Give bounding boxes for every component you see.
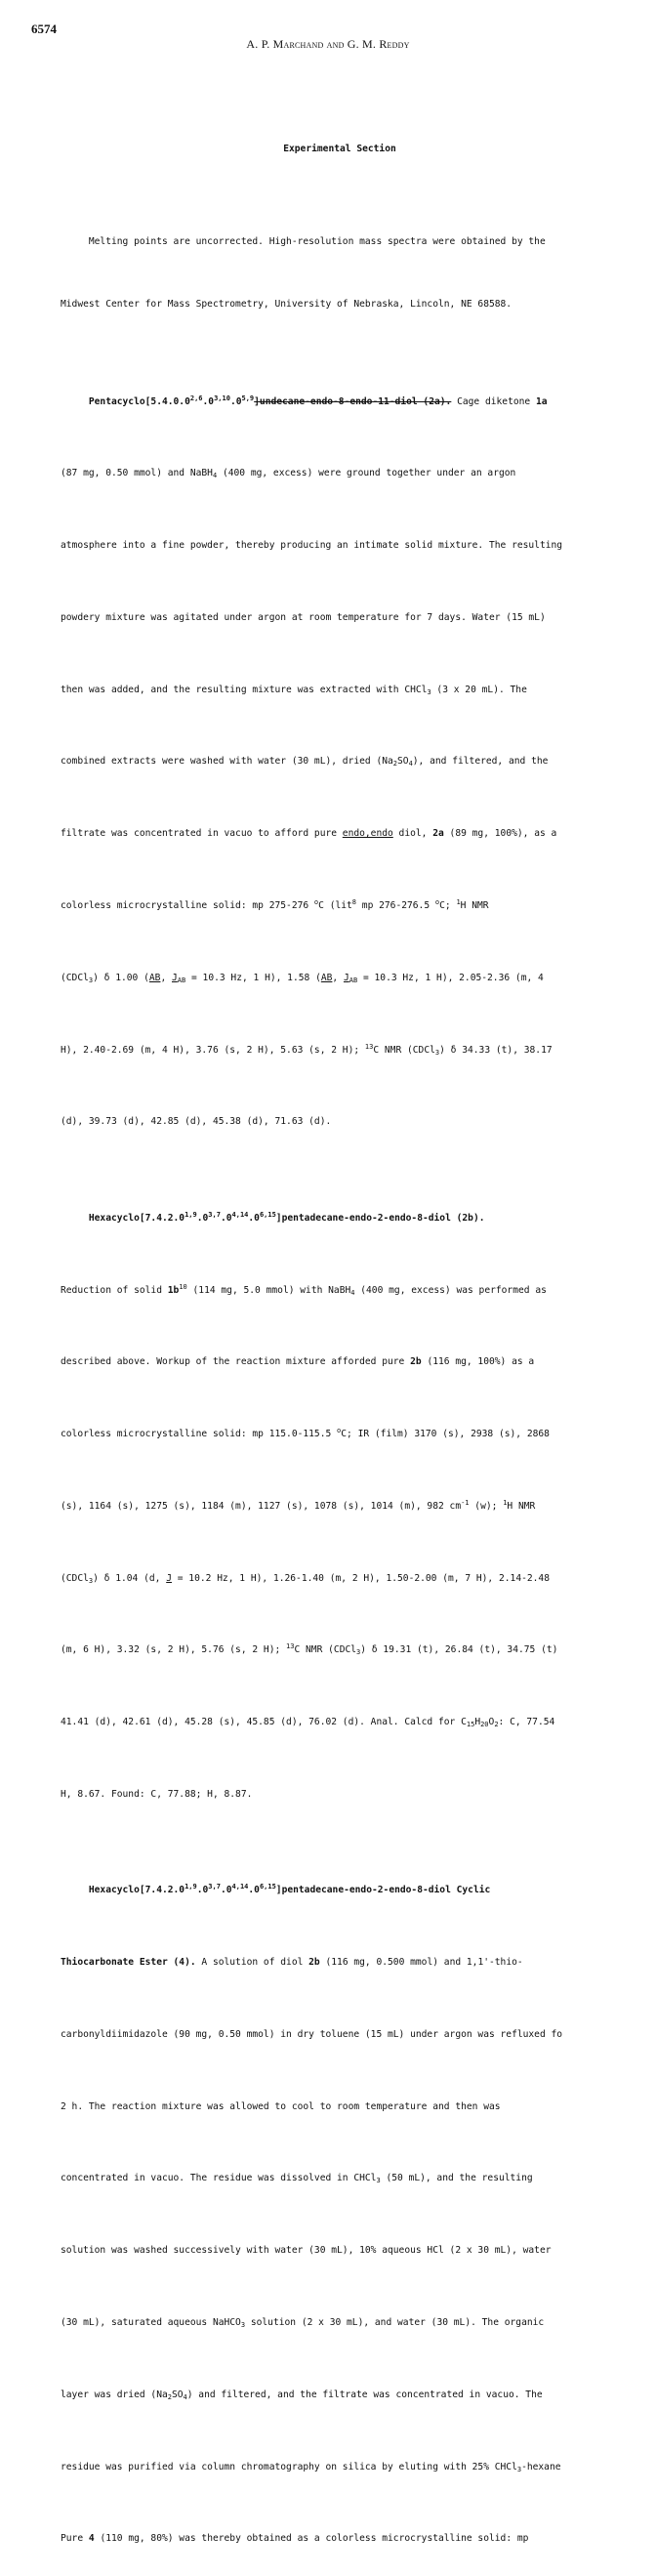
- text-line: colorless microcrystalline solid: mp 115.0-115.5 $^o$C; IR (film) 3170 (s), 2938 (s), 2868: [61, 1427, 550, 1440]
- text-line: concentrated in vacuo. The residue was dissolved in CHCl$_3$ (50 mL), and the resulting: [61, 2173, 533, 2185]
- text-line: Pure 4 (110 mg, 80%) was thereby obtained as a colorless microcrystalline solid: mp: [61, 2533, 529, 2545]
- text-line: Thiocarbonate Ester (4). A solution of diol 2b (116 mg, 0.500 mmol) and 1,1'-thio-: [61, 1957, 523, 1969]
- text-line: (87 mg, 0.50 mmol) and NaBH$_4$ (400 mg, excess) were ground together under an argon: [61, 468, 516, 480]
- compound-heading-4: Hexacyclo[7.4.2.0$^{1,9}$.0$^{3,7}$.0$^{4,14}$.0$^{6,15}$]pentadecane-endo-2-endo-8-diol Cyclic: [61, 1883, 491, 1896]
- section-title: Experimental Section: [283, 144, 396, 155]
- text-line: (d), 39.73 (d), 42.85 (d), 45.38 (d), 71.63 (d).: [61, 1116, 332, 1128]
- compound-heading-2a: Pentacyclo[5.4.0.0$^{2,6}$.0$^{3,10}$.0$^{5,9}$]undecane-endo-8-endo-11-diol (2a). Cage diketone 1a: [61, 394, 548, 407]
- text-line: residue was purified via column chromatography on silica by eluting with 25% CHCl$_3$-hexane: [61, 2461, 561, 2473]
- running-header-authors: A. P. Marchand and G. M. Reddy: [246, 37, 410, 51]
- text-line: colorless microcrystalline solid: mp 275-276 $^o$C (lit$^8$ mp 276-276.5 $^o$C; $^1$H NMR: [61, 898, 489, 911]
- text-line: atmosphere into a fine powder, thereby producing an intimate solid mixture. The resulting: [61, 540, 563, 552]
- text-line: layer was dried $(Na_2SO_4)$ and filtered, and the filtrate was concentrated in vacuo. The: [61, 2389, 543, 2401]
- text-line: 2 h. The reaction mixture was allowed to cool to room temperature and then was: [61, 2100, 501, 2112]
- text-line: (30 mL), saturated aqueous NaHCO$_3$ solution (2 x 30 mL), and water (30 mL). The organic: [61, 2317, 545, 2330]
- text-line: Midwest Center for Mass Spectrometry, University of Nebraska, Lincoln, NE 68588.: [61, 298, 512, 310]
- text-line: 41.41 (d), 42.61 (d), 45.28 (s), 45.85 (d), 76.02 (d). Anal. Calcd for $C_{15}H_{20}O_2$: C, 77.54: [61, 1717, 555, 1729]
- text-line: powdery mixture was agitated under argon at room temperature for 7 days. Water (15 mL): [61, 611, 546, 623]
- text-line: Reduction of solid $1b^{10}$ (114 mg, 5.0 mmol) with NaBH$_4$ (400 mg, excess) was performed as: [61, 1282, 547, 1297]
- text-line: then was added, and the resulting mixture was extracted with CHCl$_3$ (3 x 20 mL). The: [61, 684, 527, 696]
- page-number: 6574: [31, 21, 57, 36]
- text-line: carbonyldiimidazole (90 mg, 0.50 mmol) in dry toluene (15 mL) under argon was refluxed fo: [61, 2028, 563, 2040]
- text-line: H), 2.40-2.69 (m, 4 H), 3.76 (s, 2 H), 5.63 (s, 2 H); $^{13}$C NMR (CDCl$_3$) δ 34.33 (t), 38.17: [61, 1042, 553, 1057]
- article-body: [61, 90, 619, 2576]
- text-line: described above. Workup of the reaction mixture afforded pure 2b (116 mg, 100%) as a: [61, 1356, 535, 1368]
- text-line: combined extracts were washed with water (30 mL), dried $(Na_2SO_4)$, and filtered, and the: [61, 756, 549, 769]
- text-line: (m, 6 H), 3.32 (s, 2 H), 5.76 (s, 2 H); $^{13}$C NMR (CDCl$_3$) δ 19.31 (t), 26.84 (t), 34.75 (t): [61, 1642, 558, 1657]
- compound-heading-2b: Hexacyclo[7.4.2.0$^{1,9}$.0$^{3,7}$.0$^{4,14}$.0$^{6,15}$]pentadecane-endo-2-endo-8-diol (2b).: [61, 1210, 485, 1224]
- text-line: H, 8.67. Found: C, 77.88; H, 8.87.: [61, 1788, 253, 1800]
- text-line: (CDCl$_3$) δ 1.00 (AB, $J_{AB} = 10.3$ Hz, 1 H), 1.58 (AB, $J_{AB} = 10.3$ Hz, 1 H), 2.05-2.36 (m, 4: [61, 972, 544, 984]
- text-line: (s), 1164 (s), 1275 (s), 1184 (m), 1127 (s), 1078 (s), 1014 (m), 982 $cm^{-1}$ (w); $^1$H NMR: [61, 1498, 536, 1512]
- text-line: filtrate was concentrated in vacuo to afford pure endo,endo diol, 2a (89 mg, 100%), as a: [61, 828, 557, 840]
- text-line: solution was washed successively with water (30 mL), 10% aqueous HCl (2 x 30 mL), water: [61, 2245, 552, 2257]
- text-line: Melting points are uncorrected. High-resolution mass spectra were obtained by the: [61, 235, 546, 247]
- text-line: (CDCl$_3$) δ 1.04 (d, J = 10.2 Hz, 1 H), 1.26-1.40 (m, 2 H), 1.50-2.00 (m, 7 H), 2.14-2.48: [61, 1572, 550, 1585]
